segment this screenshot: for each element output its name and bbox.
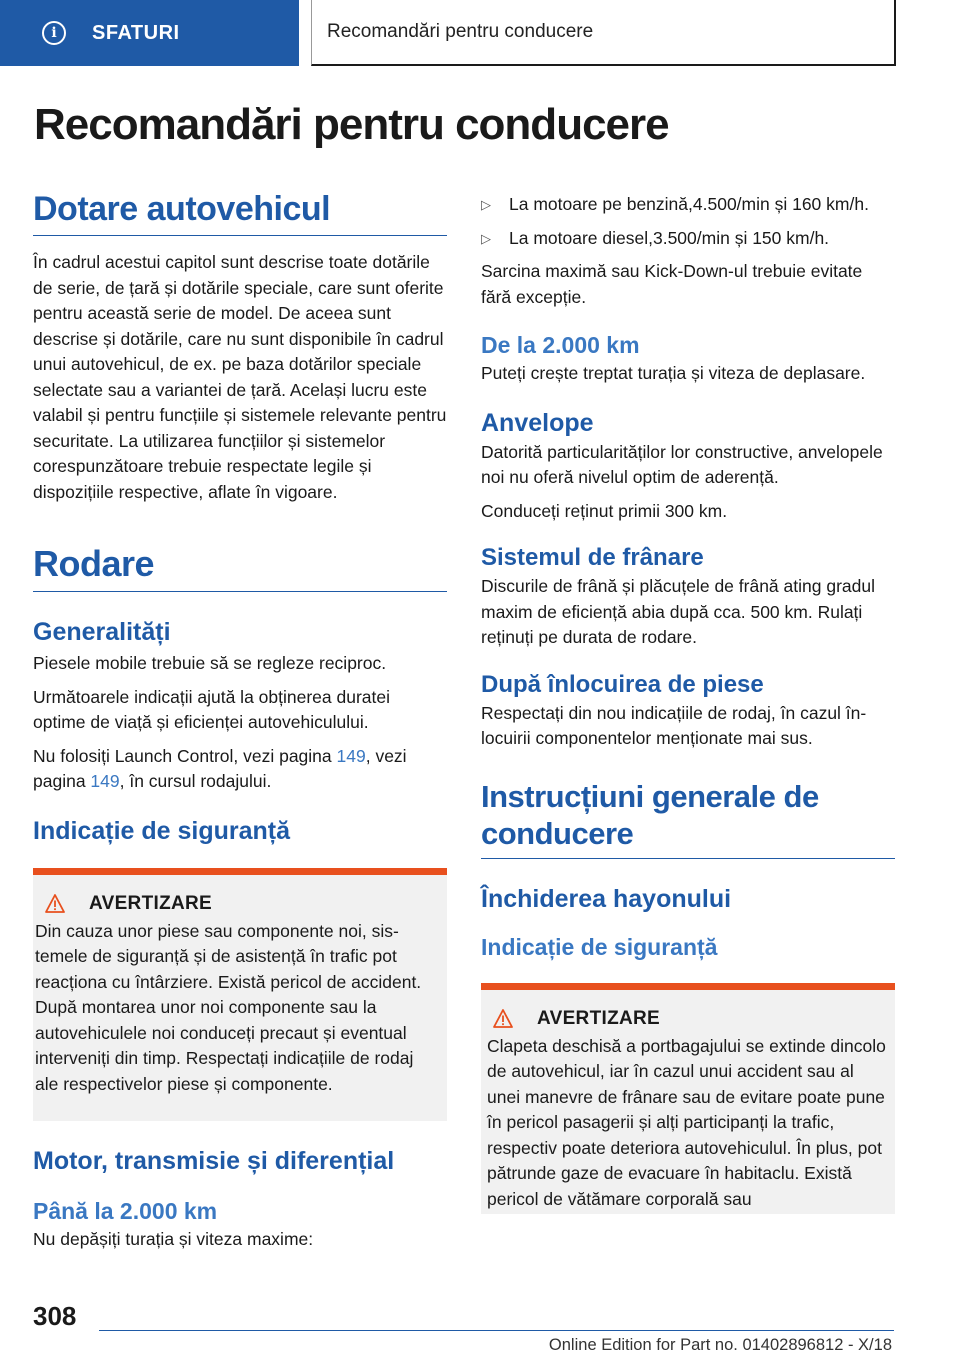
- heading-dotare: Dotare autovehicul: [33, 190, 447, 236]
- warning-triangle-icon: [45, 894, 65, 913]
- bullet-triangle-icon: ▷: [481, 230, 491, 246]
- warning-box-2: [481, 983, 895, 1214]
- section-tab[interactable]: [0, 0, 299, 66]
- warning-label: AVERTIZARE: [89, 892, 212, 914]
- dotare-paragraph: În cadrul acestui capitol sunt descrise toate dotările de serie, de țară și dotările speciale, care sunt oferite pentru această serie de model. De aceea sunt descrise și dotările, care nu sunt disponibile în cadrul unui autovehicul, de ex. pe baza dotărilor speciale selectate sau a variantei de țară. Același lucru este valabil și pentru funcțiile și sistemele relevante pentru securitate. La utilizarea funcțiilor și sistemelor corespunzătoare trebuie respectate legile și dispozițiile respective, aflate în vigoare.: [33, 252, 447, 502]
- page-link-149[interactable]: 149: [90, 771, 120, 791]
- bullet-triangle-icon: ▷: [481, 197, 491, 212]
- heading-rodare: Rodare: [33, 543, 447, 592]
- dela-paragraph: Puteți crește treptat turația și viteza de deplasare.: [481, 363, 866, 383]
- right-column: [481, 192, 895, 1214]
- warning-text: Clapeta deschisă a portbagajului se extinde dincolo de autovehicul, iar în cazul unui accident sau al unei manevre de frânare sau de evitare poate pune în pericol pasagerii și alți participanți la trafic, respectiv poate deteriora autovehiculul. În plus, pot pătrunde gaze de evacuare în habitaclu. Există pericol de vătămare corporală sau: [487, 1035, 886, 1209]
- list-item: ▷ La motoare pe benzină,4.500/min și 160 km/h.: [481, 192, 895, 218]
- page-number: 308: [33, 1301, 77, 1331]
- heading-dupa-inlocuire: După înlocuirea de piese: [481, 670, 764, 698]
- generalitati-p1: Piesele mobile trebuie să se regleze reciproc.: [33, 653, 387, 673]
- heading-safety: Indicație de siguranță: [33, 816, 291, 845]
- page-link-149[interactable]: 149: [336, 745, 366, 766]
- heading-franare: Sistemul de frânare: [481, 544, 704, 571]
- anvelope-p1: Datorită particularităților lor constructive, anvelopele noi nu oferă nivelul optim de aderență.: [481, 441, 883, 487]
- pana-paragraph: Nu depășiți turația și viteza maxime:: [33, 1229, 314, 1249]
- footer-edition: Online Edition for Part no. 01402896812 - X/18: [548, 1336, 892, 1354]
- anvelope-p2: Conduceți reținut primii 300 km.: [481, 500, 728, 521]
- heading-generalitati: Generalități: [33, 618, 171, 646]
- dupa-paragraph: Respectați din nou indicațiile de rodaj, în cazul înlocuirii componentelor menționate mai sus.: [481, 702, 867, 748]
- heading-motor: Motor, transmisie și diferențial: [33, 1147, 395, 1175]
- page-title: Recomandări pentru conducere: [34, 100, 669, 149]
- breadcrumb-text: Recomandări pentru conducere: [327, 21, 594, 42]
- warning-label: AVERTIZARE: [537, 1007, 660, 1029]
- warning-triangle-icon: [493, 1009, 513, 1028]
- warning-text: Din cauza unor piese sau componente noi, sistemele de siguranță și de asistență în trafic pot reacționa cu întârziere. Există pericol de accident. După montarea unor noi componente sau la autovehiculele noi conduceți precaut și eventual interveniți din timp. Respectați indicațiile de rodaj ale respectivelor piese și componente.: [35, 920, 422, 1094]
- heading-pana-2000: Până la 2.000 km: [33, 1198, 218, 1224]
- franare-paragraph: Discurile de frână și plăcuțele de frână ating gradul maxim de eficiență abia după cca. 500 km. Rulați reținuți pe durata de rodare.: [481, 576, 875, 647]
- generalitati-p3: Nu folosiți Launch Control, vezi pagina 149, vezi pagina 149, în cursul rodajului.: [33, 745, 407, 791]
- heading-anvelope: Anvelope: [481, 408, 594, 437]
- list-item: ▷ La motoare diesel,3.500/min și 150 km/h.: [481, 226, 895, 252]
- left-column: [33, 190, 447, 1253]
- section-tab-label: SFATURI: [92, 21, 180, 44]
- sarcina-paragraph: Sarcina maximă sau Kick-Down-ul trebuie evitate fără excepție.: [481, 261, 863, 307]
- breadcrumb: [311, 0, 896, 66]
- warning-box: [33, 868, 447, 1122]
- heading-instructiuni: Instrucțiuni generale de conducere: [481, 778, 895, 859]
- heading-inchidere-hayon: Închiderea hayonului: [481, 884, 732, 913]
- footer-divider: [99, 1330, 894, 1331]
- info-icon: i: [42, 21, 66, 45]
- heading-safety-2: Indicație de siguranță: [481, 933, 718, 960]
- generalitati-p2: Următoarele indicații ajută la obținerea duratei optime de viață și eficienței autovehiculului.: [33, 686, 391, 732]
- heading-dela-2000: De la 2.000 km: [481, 332, 640, 358]
